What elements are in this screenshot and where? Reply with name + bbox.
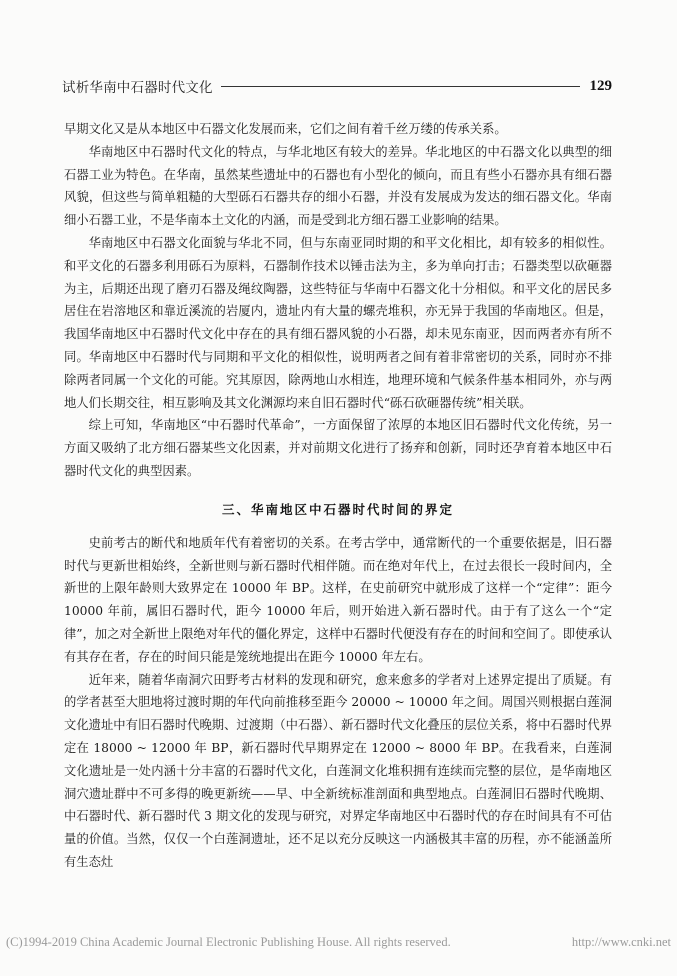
paragraph: 华南地区中石器文化面貌与华北不同，但与东南亚同时期的和平文化相比，却有较多的相似性。和平文化的石器多利用砾石为原料，石器制作技术以锤击法为主，多为单向打击；石器类型以砍砸器为主，后期还出现了磨刃石器及绳纹陶器，这些特征与华南中石器文化十分相似。和平文化的居民多居住在岩溶地区和靠近溪流的岩厦内，遗址内有大量的螺壳堆积，亦无异于我国的华南地区。但是，我国华南地区中石器时代文化中存在的具有细石器风貌的小石器，却未见东南亚，因而两者亦有所不同。华南地区中石器时代与同期和平文化的相似性，说明两者之间有着非常密切的关系，同时亦不排除两者同属一个文化的可能。究其原因，除两地山水相连，地理环境和气候条件基本相同外，亦与两地人们长期交往，相互影响及其文化渊源均来自旧石器时代“砾石砍砸器传统”相关联。 bbox=[64, 235, 612, 410]
page-number: 129 bbox=[589, 77, 612, 94]
running-header bbox=[62, 76, 612, 96]
paragraph: 史前考古的断代和地质年代有着密切的关系。在考古学中，通常断代的一个重要依据是，旧石器时代与更新世相始终，全新世则与新石器时代相伴随。而在绝对年代上，在过去很长一段时间内，全新世的上限年龄则大致界定在 10000 年 BP。这样，在史前研究中就形成了这样一个“定律”：距今 10000 年前，属旧石器时代，距今 10000 年后，则开始进入新石器时代。由于有了这么一个“定律”，加之对全新世上限绝对年代的僵化界定，这样中石器时代便没有存在的时间和空间了。即使承认有其存在者，存在的时间只能是笼统地提出在距今 10000 年左右。 bbox=[64, 535, 612, 664]
copyright-footer bbox=[6, 935, 671, 950]
section-heading: 三、华南地区中石器时代时间的界定 bbox=[221, 501, 454, 517]
footer-url: http://www.cnki.net bbox=[571, 935, 671, 949]
header-rule bbox=[221, 86, 580, 87]
paragraph: 早期文化又是从本地区中石器文化发展而来，它们之间有着千丝万缕的传承关系。 bbox=[64, 122, 507, 136]
running-header-title: 试析华南中石器时代文化 bbox=[62, 80, 213, 96]
copyright-text: (C)1994-2019 China Academic Journal Electronic Publishing House. All rights reserved. bbox=[6, 935, 451, 949]
paragraph: 综上可知，华南地区“中石器时代革命”，一方面保留了浓厚的本地区旧石器时代文化传统，另一方面又吸纳了北方细石器某些文化因素，并对前期文化进行了扬弃和创新，同时还孕育着本地区中石器时代文化的典型因素。 bbox=[64, 418, 612, 478]
article-body bbox=[64, 118, 612, 874]
paragraph: 华南地区中石器时代文化的特点，与华北地区有较大的差异。华北地区的中石器文化以典型的细石器工业为特色。在华南，虽然某些遗址中的石器也有小型化的倾向，而且有些小石器亦具有细石器风貌，但这些与简单粗糙的大型砾石石器共存的细小石器，并没有发展成为发达的细石器文化。华南细小石器工业，不是华南本土文化的内涵，而是受到北方细石器工业影响的结果。 bbox=[64, 144, 612, 228]
paragraph: 近年来，随着华南洞穴田野考古材料的发现和研究，愈来愈多的学者对上述界定提出了质疑。有的学者甚至大胆地将过渡时期的年代向前推移至距今 20000 ~ 10000 年之间。周国兴则根据白莲洞文化遗址中有旧石器时代晚期、过渡期（中石器）、新石器时代文化叠压的层位关系，将中石器时代界定在 18000 ~ 12000 年 BP，新石器时代早期界定在 12000 ~ 8000 年 BP。在我看来，白莲洞文化遗址是一处内涵十分丰富的石器时代文化，白莲洞文化堆积拥有连续而完整的层位，是华南地区洞穴遗址群中不可多得的晚更新统——早、中全新统标准剖面和典型地点。白莲洞旧石器时代晚期、中石器时代、新石器时代 3 期文化的发现与研究，对界定华南地区中石器时代的存在时间具有不可估量的价值。当然，仅仅一个白莲洞遗址，还不足以充分反映这一内涵极其丰富的历程，亦不能涵盖所有生态灶 bbox=[64, 672, 612, 869]
